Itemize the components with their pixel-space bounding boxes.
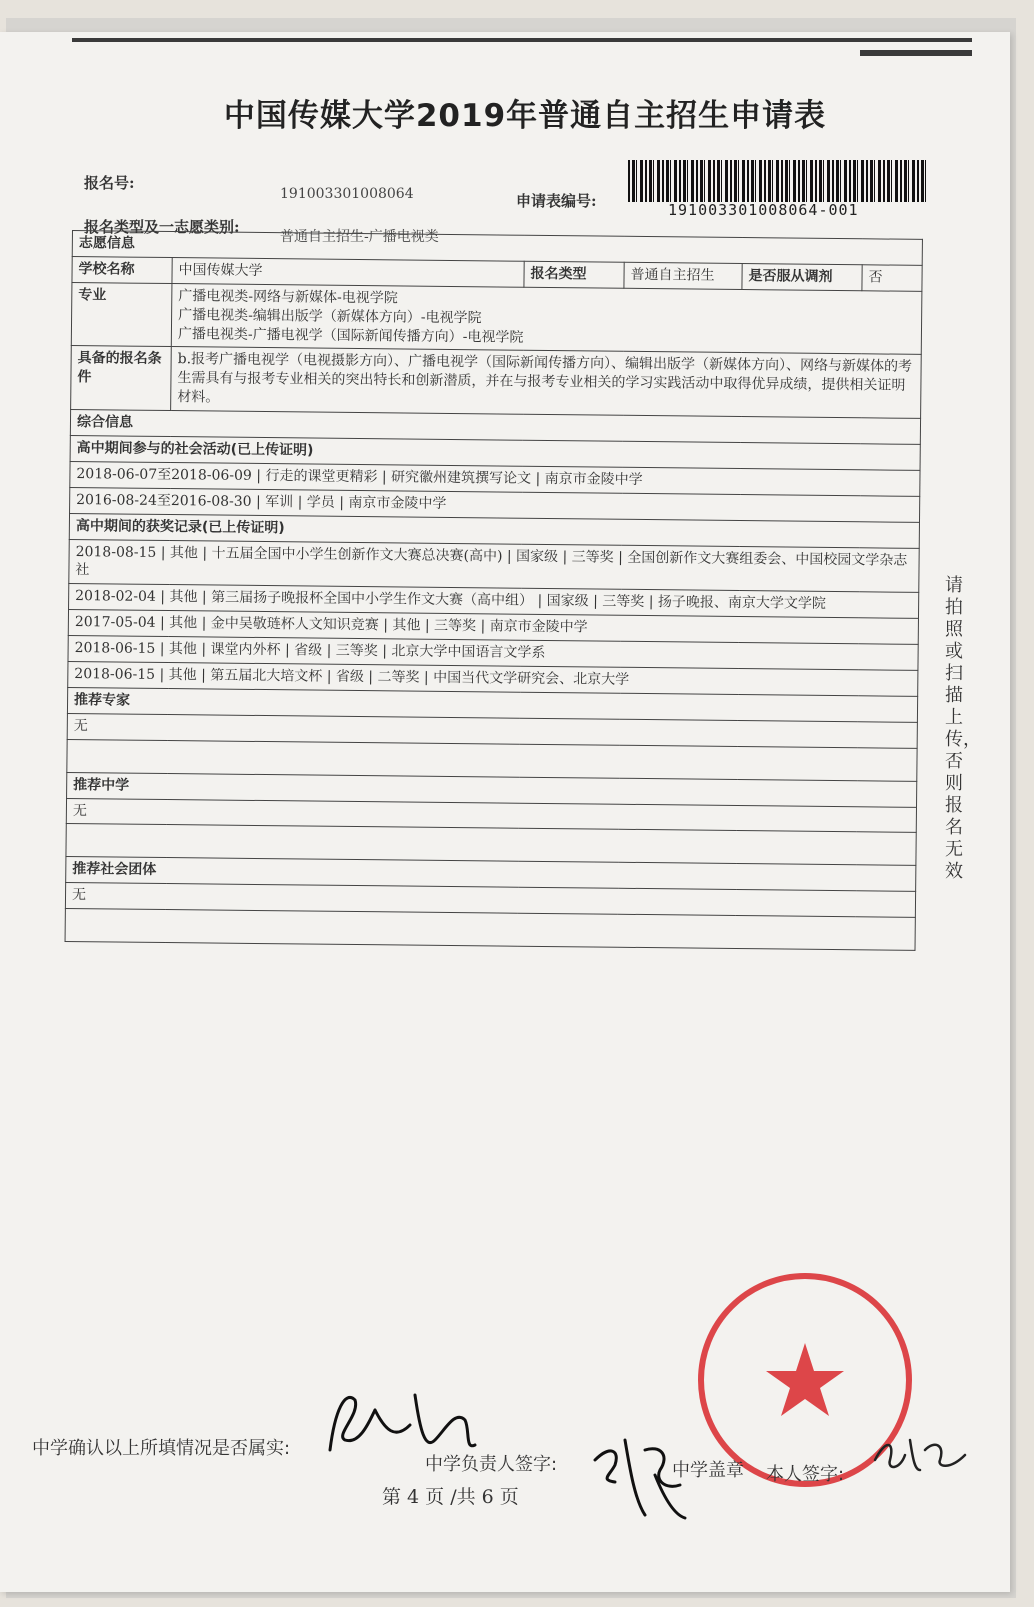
barcode bbox=[628, 160, 926, 202]
condition-value: b.报考广播电视学（电视摄影方向）、广播电视学（国际新闻传播方向）、编辑出版学（新媒体方向）、网络与新媒体的考生需具有与报考专业相关的突出特长和创新潜质，并在与报考专业相关的学习实践活动中取得优异成绩，提供相关证明材料。 bbox=[171, 347, 922, 419]
application-table bbox=[65, 230, 923, 951]
reg-type-value: 普通自主招生-广播电视类 bbox=[280, 229, 439, 245]
section-title: 推荐社会团体 bbox=[66, 857, 916, 892]
major-item: 广播电视类-网络与新媒体-电视学院 bbox=[178, 287, 398, 307]
reg-type-cell-value: 普通自主招生 bbox=[624, 262, 742, 289]
reg-type-cell-label: 报名类型 bbox=[524, 261, 624, 288]
handwritten-signature bbox=[865, 1425, 975, 1485]
major-label: 专业 bbox=[71, 282, 172, 347]
school-label: 学校名称 bbox=[72, 256, 172, 283]
principal-label: 中学负责人签字: bbox=[425, 1454, 558, 1475]
seal-label: 中学盖章 bbox=[672, 1460, 744, 1481]
section-title: 高中期间参与的社会活动(已上传证明) bbox=[70, 436, 920, 471]
group-value: 无 bbox=[65, 883, 915, 918]
top-rule bbox=[72, 38, 972, 42]
section-title: 推荐中学 bbox=[67, 772, 917, 807]
section-title: 高中期间的获奖记录(已上传证明) bbox=[69, 513, 919, 548]
section-title: 推荐专家 bbox=[67, 687, 917, 722]
award-entry: 2018-02-04 | 其他 | 第三届扬子晚报杯全国中小学生作文大赛（高中组） | 国家级 | 三等奖 | 扬子晚报、南京大学文学院 bbox=[69, 584, 919, 619]
major-list bbox=[171, 283, 922, 355]
award-entry: 2018-06-15 | 其他 | 第五届北大培文杯 | 省级 | 二等奖 | 中国当代文学研究会、北京大学 bbox=[68, 662, 918, 697]
school-rec-value: 无 bbox=[66, 798, 916, 833]
major-item: 广播电视类-广播电视学（国际新闻传播方向）-电视学院 bbox=[177, 325, 524, 346]
award-entry: 2018-08-15 | 其他 | 十五届全国中小学生创新作文大赛总决赛(高中) | 国家级 | 三等奖 | 全国创新作文大赛组委会、中国校园文学杂志社 bbox=[69, 539, 919, 593]
major-item: 广播电视类-编辑出版学（新媒体方向）-电视学院 bbox=[178, 306, 482, 326]
confirm-label: 中学确认以上所填情况是否属实: bbox=[32, 1438, 291, 1459]
award-entry: 2017-05-04 | 其他 | 金中吴敬琏杯人文知识竞赛 | 其他 | 三等奖 | 南京市金陵中学 bbox=[68, 610, 918, 645]
adjust-value: 否 bbox=[862, 265, 922, 292]
page-number: 第 4 页 /共 6 页 bbox=[382, 1486, 519, 1508]
reg-type-label: 报名类型及一志愿类别: bbox=[84, 218, 240, 236]
condition-row bbox=[71, 346, 922, 419]
barcode-text: 191003301008064-001 bbox=[668, 201, 859, 219]
reg-no-label: 报名号: bbox=[84, 174, 135, 192]
section-title: 志愿信息 bbox=[72, 231, 922, 266]
form-title: 中国传媒大学2019年普通自主招生申请表 bbox=[223, 98, 827, 134]
seal-star-icon bbox=[766, 1343, 844, 1416]
top-rule-short bbox=[860, 50, 972, 56]
adjust-label: 是否服从调剂 bbox=[742, 263, 862, 290]
reg-no-value: 191003301008064 bbox=[280, 186, 414, 202]
major-row bbox=[71, 282, 922, 355]
award-entry: 2018-06-15 | 其他 | 课堂内外杯 | 省级 | 三等奖 | 北京大学中国语言文学系 bbox=[68, 636, 918, 671]
expert-value: 无 bbox=[67, 713, 917, 748]
condition-label: 具备的报名条件 bbox=[71, 346, 172, 411]
self-sign-label: 本人签字: bbox=[766, 1464, 845, 1485]
school-value: 中国传媒大学 bbox=[172, 257, 524, 287]
side-note: 请拍照或扫描上传，否则报名无效 bbox=[945, 575, 981, 882]
form-no-label: 申请表编号: bbox=[516, 192, 597, 210]
activity-entry: 2018-06-07至2018-06-09 | 行走的课堂更精彩 | 研究徽州建筑撰写论文 | 南京市金陵中学 bbox=[70, 461, 920, 496]
section-title: 综合信息 bbox=[70, 410, 920, 445]
activity-entry: 2016-08-24至2016-08-30 | 军训 | 学员 | 南京市金陵中学 bbox=[70, 487, 920, 522]
